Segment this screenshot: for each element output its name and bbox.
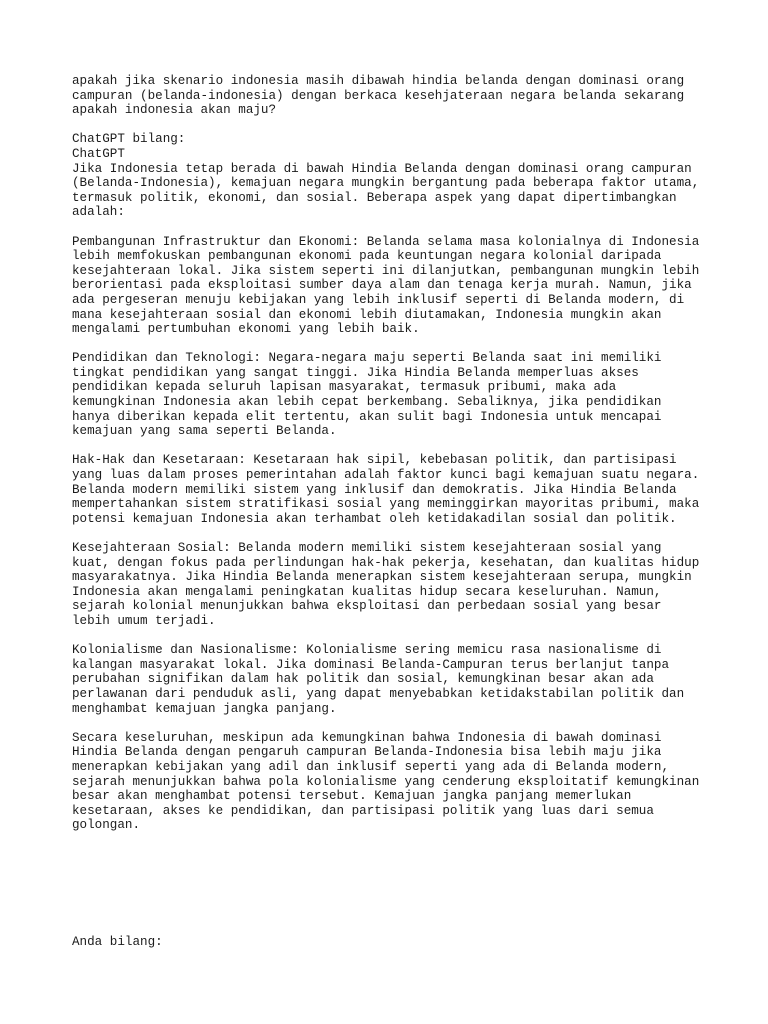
user-question bbox=[72, 74, 712, 118]
text-line: mengalami pertumbuhan ekonomi yang lebih baik. bbox=[72, 322, 420, 337]
text-line: Hak-Hak dan Kesetaraan: Kesetaraan hak sipil, kebebasan politik, dan partisipasi bbox=[72, 453, 677, 468]
text-line: perubahan signifikan dalam hak politik dan sosial, kemungkinan besar akan ada bbox=[72, 672, 654, 687]
text-line: Kesejahteraan Sosial: Belanda modern memiliki sistem kesejahteraan sosial yang bbox=[72, 541, 662, 555]
footer-speaker-label: Anda bilang: bbox=[72, 934, 163, 949]
text-line: termasuk politik, ekonomi, dan sosial. Beberapa aspek yang dapat dipertimbangkan bbox=[72, 190, 677, 205]
text-line: perlawanan dari penduduk asli, yang dapat menyebabkan ketidakstabilan politik dan bbox=[72, 686, 685, 701]
document-page bbox=[72, 74, 712, 949]
text-line: (Belanda-Indonesia), kemajuan negara mungkin bergantung pada beberapa faktor utama, bbox=[72, 176, 700, 191]
paragraph-hak-hak bbox=[72, 453, 712, 526]
text-line: kesetaraan, akses ke pendidikan, dan partisipasi politik yang luas dari semua bbox=[72, 803, 654, 818]
text-line: apakah jika skenario indonesia masih dibawah hindia belanda dengan dominasi orang bbox=[72, 74, 685, 88]
text-line: hanya diberikan kepada elit tertentu, akan sulit bagi Indonesia untuk mencapai bbox=[72, 409, 662, 424]
text-line: sejarah kolonial menunjukkan bahwa eksploitasi dan perbedaan sosial yang besar bbox=[72, 599, 662, 614]
text-line: campuran (belanda-indonesia) dengan berkaca kesehjateraan negara belanda sekarang bbox=[72, 88, 685, 103]
paragraph-kolonialisme bbox=[72, 643, 712, 716]
text-line: mempertahankan sistem stratifikasi sosial yang meminggirkan mayoritas pribumi, maka bbox=[72, 497, 700, 512]
text-line: potensi kemajuan Indonesia akan terhambat oleh ketidakadilan sosial dan politik. bbox=[72, 511, 677, 526]
text-line: adalah: bbox=[72, 205, 125, 220]
speaker-name: ChatGPT bbox=[72, 146, 125, 161]
answer-intro bbox=[72, 162, 712, 220]
speaker-label: ChatGPT bilang: bbox=[72, 132, 186, 147]
text-line: kemungkinan Indonesia akan lebih cepat berkembang. Sebaliknya, jika pendidikan bbox=[72, 395, 662, 410]
text-line: menerapkan kebijakan yang adil dan inklusif seperti yang ada di Belanda modern, bbox=[72, 759, 670, 774]
paragraph-infrastruktur bbox=[72, 235, 712, 337]
text-line: tingkat pendidikan yang sangat tinggi. Jika Hindia Belanda memperluas akses bbox=[72, 365, 639, 380]
text-line: sejarah menunjukkan bahwa pola kolonialisme yang cenderung eksploitatif kemungkinan bbox=[72, 774, 700, 789]
text-line: berorientasi pada eksploitasi sumber daya alam dan tenaga kerja murah. Namun, jika bbox=[72, 278, 692, 293]
text-line: golongan. bbox=[72, 818, 141, 833]
paragraph-kesejahteraan bbox=[72, 541, 712, 629]
text-line: yang luas dalam proses pemerintahan adalah faktor kunci bagi kemajuan suatu negara. bbox=[72, 468, 700, 483]
text-line: Hindia Belanda dengan pengaruh campuran Belanda-Indonesia bisa lebih maju jika bbox=[72, 745, 662, 760]
text-line: masyarakatnya. Jika Hindia Belanda menerapkan sistem kesejahteraan serupa, mungkin bbox=[72, 570, 692, 585]
text-line: mana kesejahteraan sosial dan ekonomi lebih diutamakan, Indonesia mungkin akan bbox=[72, 307, 662, 322]
text-line: besar akan menghambat potensi tersebut. Kemajuan jangka panjang memerlukan bbox=[72, 789, 632, 804]
text-line: Pendidikan dan Teknologi: Negara-negara maju seperti Belanda saat ini memiliki bbox=[72, 351, 662, 366]
paragraph-pendidikan bbox=[72, 351, 712, 439]
text-line: kemajuan yang sama seperti Belanda. bbox=[72, 424, 337, 439]
text-line: Belanda modern memiliki sistem yang inklusif dan demokratis. Jika Hindia Belanda bbox=[72, 482, 677, 497]
paragraph-kesimpulan bbox=[72, 731, 712, 833]
text-line: Indonesia akan mengalami peningkatan kualitas hidup secara keseluruhan. Namun, bbox=[72, 584, 662, 599]
text-line: kalangan masyarakat lokal. Jika dominasi Belanda-Campuran terus berlanjut tanpa bbox=[72, 657, 670, 672]
text-line: lebih memfokuskan pembangunan ekonomi pada keuntungan negara kolonial daripada bbox=[72, 249, 662, 264]
text-line: Kolonialisme dan Nasionalisme: Kolonialisme sering memicu rasa nasionalisme di bbox=[72, 643, 662, 658]
text-line: menghambat kemajuan jangka panjang. bbox=[72, 701, 337, 716]
text-line: Pembangunan Infrastruktur dan Ekonomi: Belanda selama masa kolonialnya di Indonesia bbox=[72, 234, 700, 249]
text-line: Jika Indonesia tetap berada di bawah Hindia Belanda dengan dominasi orang campuran bbox=[72, 161, 692, 176]
text-line: ada pergeseran menuju kebijakan yang lebih inklusif seperti di Belanda modern, di bbox=[72, 292, 685, 307]
text-line: kesejahteraan lokal. Jika sistem seperti ini dilanjutkan, pembangunan mungkin lebih bbox=[72, 263, 700, 278]
text-line: pendidikan kepada seluruh lapisan masyarakat, termasuk pribumi, maka ada bbox=[72, 380, 617, 395]
text-line: apakah indonesia akan maju? bbox=[72, 103, 277, 118]
text-line: kuat, dengan fokus pada perlindungan hak-hak pekerja, kesehatan, dan kualitas hidup bbox=[72, 555, 700, 570]
text-line: lebih umum terjadi. bbox=[72, 613, 216, 628]
text-line: Secara keseluruhan, meskipun ada kemungkinan bahwa Indonesia di bawah dominasi bbox=[72, 730, 662, 745]
